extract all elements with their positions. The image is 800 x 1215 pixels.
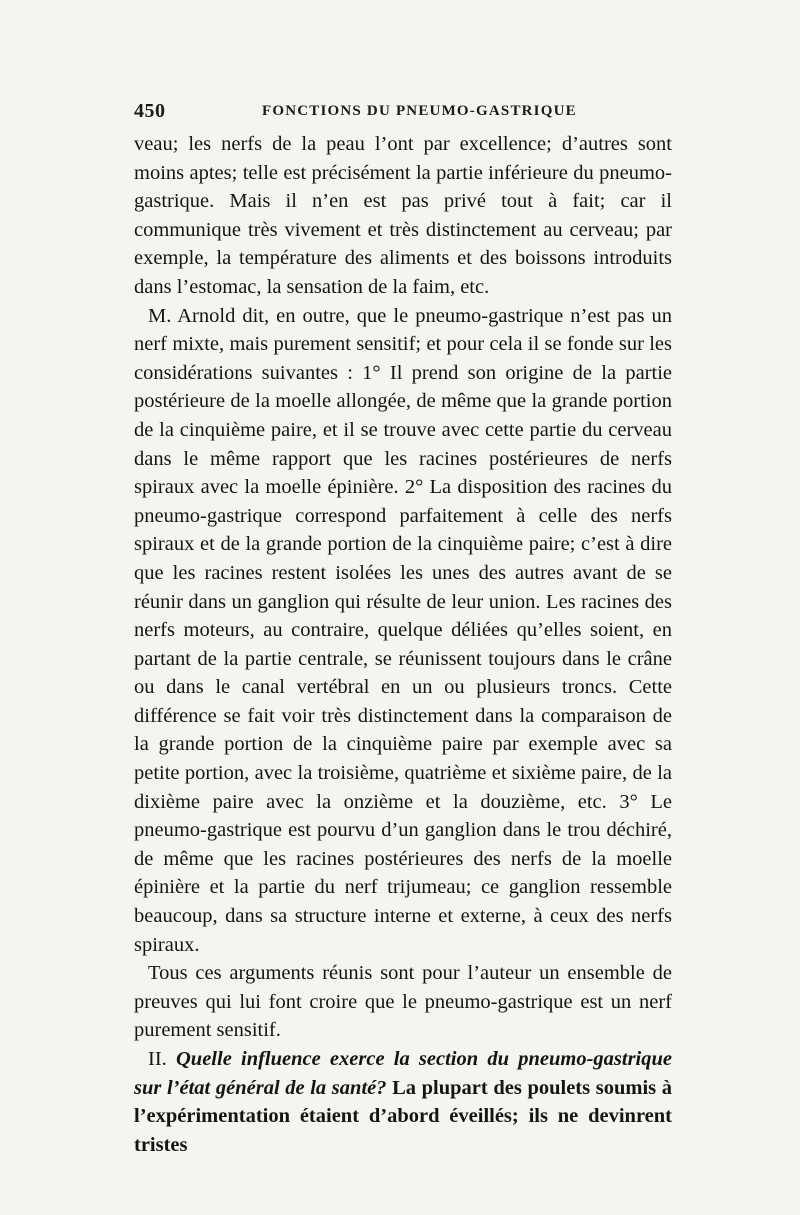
running-title: FONCTIONS DU PNEUMO-GASTRIQUE — [262, 103, 577, 119]
running-head — [134, 100, 680, 126]
paragraph-3: Tous ces arguments réunis sont pour l’auteur un ensemble de preuves qui lui font croire que le pneumo-gastrique est un nerf purement sensitif. — [134, 962, 672, 1042]
paragraph-2: M. Arnold dit, en outre, que le pneumo-gastrique n’est pas un nerf mixte, mais purement sensitif; et pour cela il se fonde sur les considérations suivantes : 1° Il prend son origine de la partie postérieure de la moelle allongée, de même que la grande portion de la cinquième paire, et il se trouve avec cette partie du cerveau dans le même rapport que les racines postérieures de nerfs spiraux avec la moelle épinière. 2° La disposition des racines du pneumo-gastrique correspond parfaitement à celle des nerfs spiraux et de la grande portion de la cinquième paire; c’est à dire que les racines restent isolées les unes des autres avant de se réunir dans un ganglion qui résulte de leur union. Les racines des nerfs moteurs, au contraire, quelque déliées qu’elles soient, en partant de la partie centrale, se réunissent toujours dans le crâne ou dans le canal vertébral en un ou plusieurs troncs. Cette différence se fait voir très distinctement dans la comparaison de la grande portion de la cinquième paire par exemple avec sa petite portion, avec la troisième, quatrième et sixième paire, de la dixième paire avec la onzième et la douzième, etc. 3° Le pneumo-gastrique est pourvu d’un ganglion dans le trou déchiré, de même que les racines postérieures des nerfs de la moelle épinière et la partie du nerf trijumeau; ce ganglion ressemble beaucoup, dans sa structure interne et externe, à ceux des nerfs spiraux. — [134, 304, 672, 956]
paragraph-4 — [134, 1045, 672, 1159]
page-number: 450 — [134, 100, 166, 122]
section-answer: La plupart des poulets soumis à l’expérimentation étaient d’abord éveillés; ils ne devinrent tristes — [134, 1076, 672, 1156]
body-text — [134, 130, 672, 1159]
paragraph-1: veau; les nerfs de la peau l’ont par excellence; d’autres sont moins aptes; telle est précisément la partie inférieure du pneumo-gastrique. Mais il n’en est pas privé tout à fait; car il communique très vivement et très distinctement au cerveau; par exemple, la température des aliments et des boissons introduits dans l’estomac, la sensation de la faim, etc. — [134, 133, 672, 298]
section-question: Quelle influence exerce la section du pneumo-gastrique sur l’état général de la santé? — [134, 1048, 672, 1099]
section-label: II. — [148, 1048, 167, 1070]
